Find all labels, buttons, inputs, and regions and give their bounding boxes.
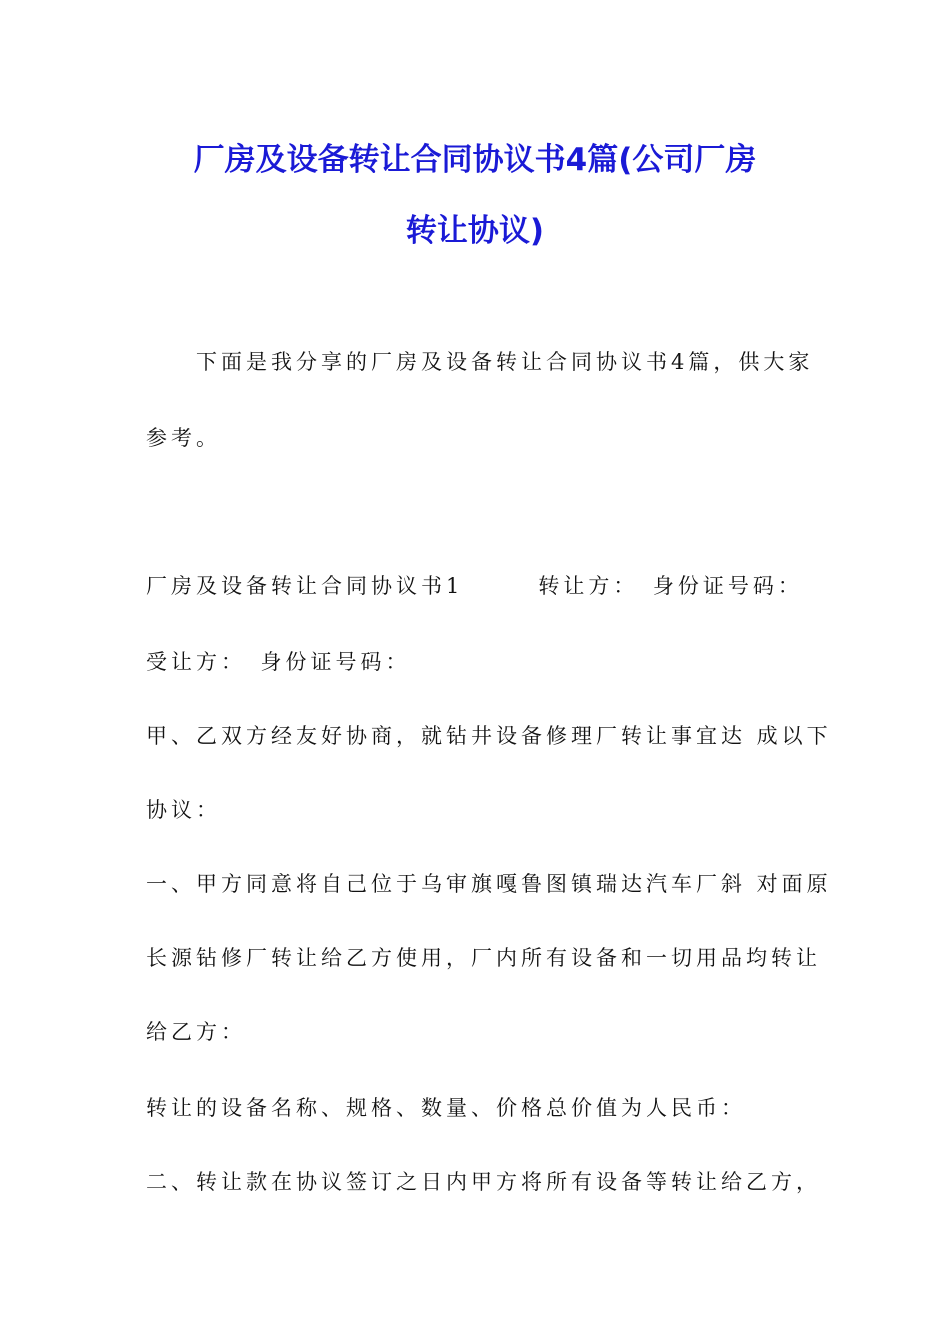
document-title-line-2: 转让协议) bbox=[405, 213, 545, 249]
clause-1-line-3: 给乙方： bbox=[146, 1020, 246, 1044]
clause-1-line-1: 一、甲方同意将自己位于乌审旗嘎鲁图镇瑞达汽车厂斜 对面原 bbox=[146, 872, 832, 896]
transferee-line: 受让方： 身份证号码： bbox=[146, 650, 411, 674]
clause-intro-line-1: 甲、乙双方经友好协商，就钻井设备修理厂转让事宜达 成以下 bbox=[146, 724, 832, 748]
clause-intro-line-2: 协议： bbox=[146, 798, 221, 822]
equipment-value-line: 转让的设备名称、规格、数量、价格总价值为人民币： bbox=[146, 1096, 746, 1120]
clause-1-line-2: 长源钻修厂转让给乙方使用，厂内所有设备和一切用品均转让 bbox=[146, 946, 821, 970]
agreement-heading-line: 厂房及设备转让合同协议书1 转让方： 身份证号码： bbox=[146, 574, 803, 598]
clause-2-line-1: 二、转让款在协议签订之日内甲方将所有设备等转让给乙方， bbox=[146, 1170, 821, 1194]
intro-paragraph-line-1: 下面是我分享的厂房及设备转让合同协议书4篇，供大家 bbox=[146, 350, 814, 374]
document-title-line-1: 厂房及设备转让合同协议书4篇(公司厂房 bbox=[193, 142, 757, 178]
intro-paragraph-line-2: 参考。 bbox=[146, 426, 221, 450]
